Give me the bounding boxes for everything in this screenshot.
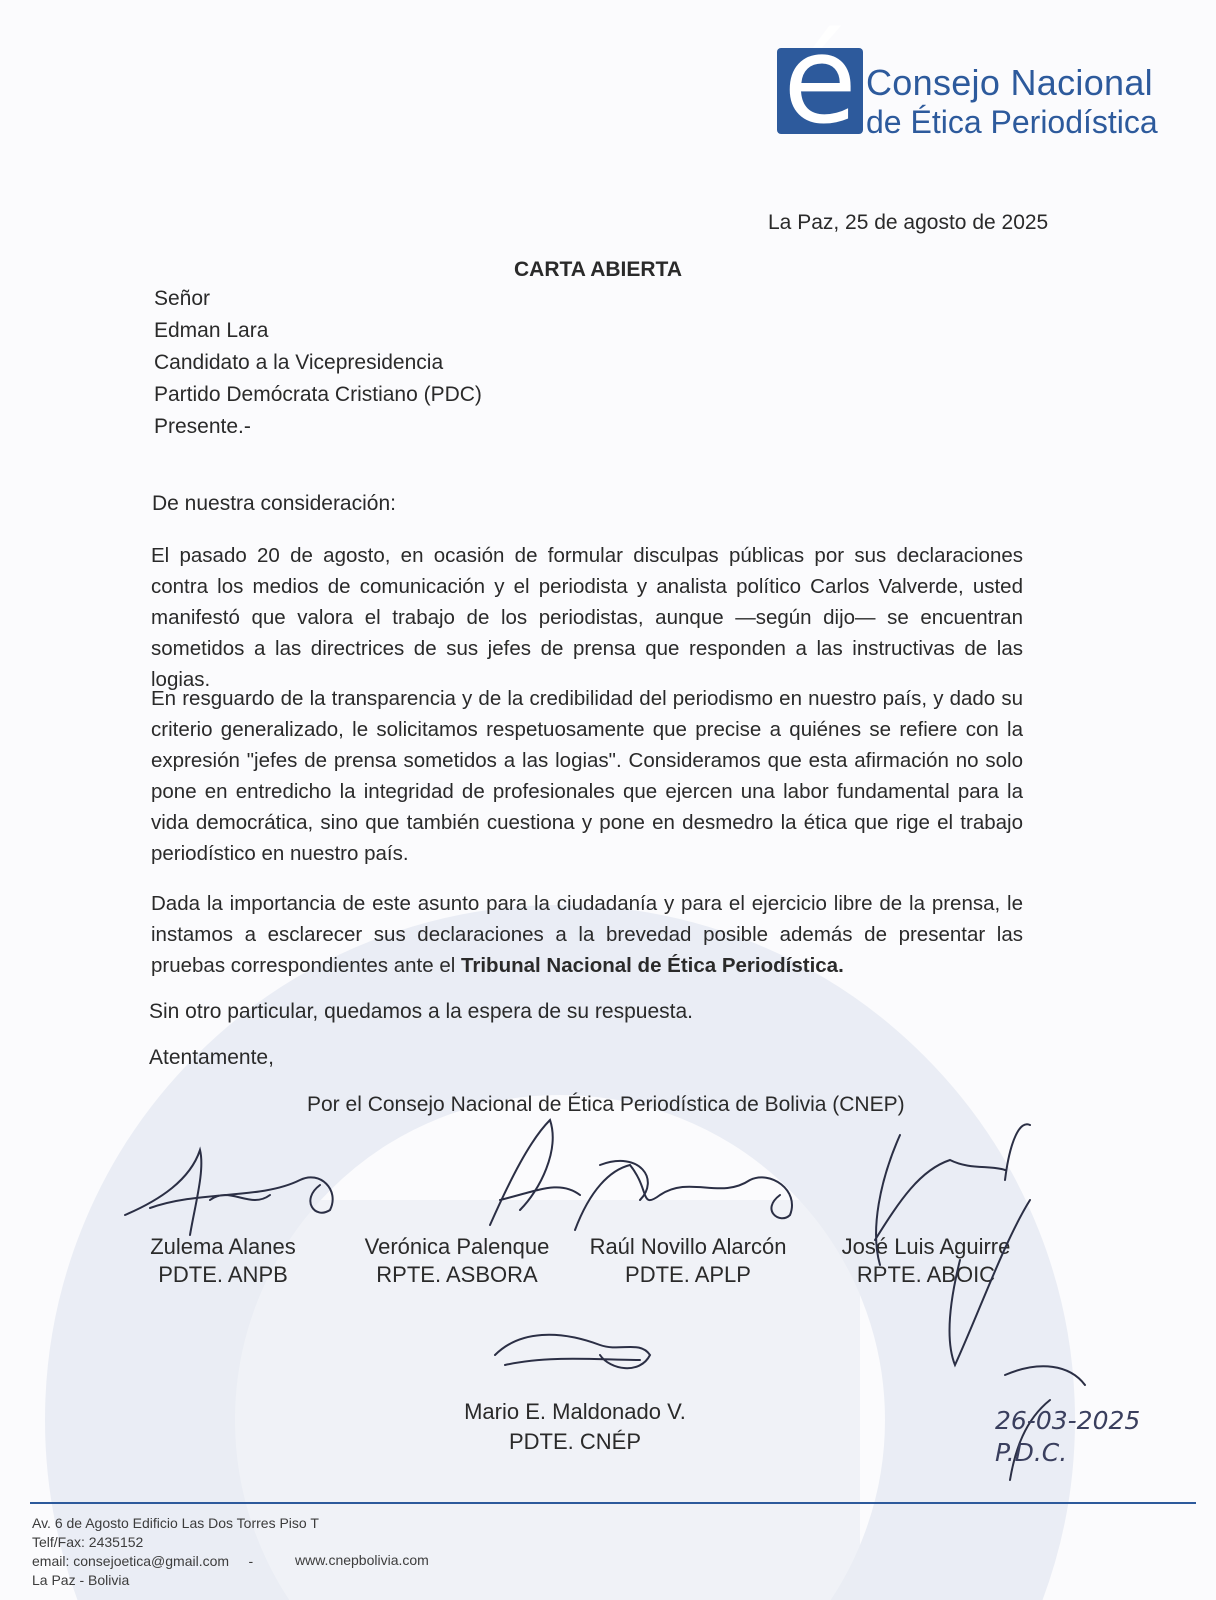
footer-phone: Telf/Fax: 2435152 — [32, 1534, 144, 1550]
logo-letter: é — [783, 12, 857, 151]
signatory-name: Mario E. Maldonado V. — [464, 1399, 686, 1424]
signatory-4 — [826, 1233, 1026, 1289]
council-line: Por el Consejo Nacional de Ética Periodística de Bolivia (CNEP) — [307, 1093, 905, 1116]
signatory-role: RPTE. ABOIC — [856, 1262, 996, 1287]
signatory-2 — [352, 1233, 562, 1289]
footer-city: La Paz - Bolivia — [32, 1572, 130, 1588]
signatory-role: PDTE. CNÉP — [508, 1429, 642, 1454]
signatory-role: RPTE. ASBORA — [376, 1262, 538, 1287]
footer-email[interactable]: email: consejoetica@gmail.com — [32, 1553, 230, 1569]
footer-website[interactable]: www.cnepbolivia.com — [295, 1552, 429, 1568]
letter-title: CARTA ABIERTA — [514, 258, 682, 281]
addressee-line: Edman Lara — [154, 319, 269, 342]
signatory-name: José Luis Aguirre — [841, 1234, 1011, 1259]
signatory-name: Zulema Alanes — [150, 1234, 296, 1259]
closing-line: Sin otro particular, quedamos a la espera de su respuesta. — [149, 1000, 693, 1023]
footer-separator: - — [248, 1553, 254, 1569]
handwritten-date: 26-03-2025 — [995, 1406, 1141, 1435]
paragraph-1: El pasado 20 de agosto, en ocasión de formular disculpas públicas por sus declaraciones contra los medios de comunicación y el periodista y analista político Carlos Valverde, usted manifestó que valora el trabajo de los periodistas, aunque —según dijo— se encuentran sometidos a las directrices de sus jefes de prensa que responden a las instructivas de las logias. — [151, 544, 1023, 691]
letter-date: La Paz, 25 de agosto de 2025 — [768, 211, 1049, 234]
addressee-line: Presente.- — [154, 415, 251, 438]
signatory-1 — [128, 1233, 318, 1289]
footer-email-line — [32, 1552, 319, 1571]
signatory-role: PDTE. APLP — [625, 1262, 751, 1287]
signatory-name: Raúl Novillo Alarcón — [589, 1234, 787, 1259]
tribunal-name: Tribunal Nacional de Ética Periodística. — [460, 954, 844, 977]
logo-title-line2: de Ética Periodística — [866, 104, 1158, 140]
handwritten-initials: P.D.C. — [995, 1438, 1068, 1467]
paragraph-2: En resguardo de la transparencia y de la credibilidad del periodismo en nuestro país, y dado su criterio generalizado, le solicitamos respetuosamente que precise a quiénes se refiere con la expresión "jefes de prensa sometidos a las logias". Consideramos que esta afirmación no solo pone en entredicho la integridad de profesionales que ejercen una labor fundamental para la vida democrática, sino que también cuestiona y pone en desmedro la ética que rige el trabajo periodístico en nuestro país. — [151, 687, 1023, 865]
footer-address: Av. 6 de Agosto Edificio Las Dos Torres Piso T — [32, 1515, 319, 1531]
addressee-line: Candidato a la Vicepresidencia — [154, 351, 444, 374]
signatory-5 — [440, 1397, 710, 1457]
logo-title-line1: Consejo Nacional — [866, 62, 1153, 103]
addressee-line: Partido Demócrata Cristiano (PDC) — [154, 383, 482, 406]
addressee-line: Señor — [154, 287, 211, 310]
signatory-name: Verónica Palenque — [364, 1234, 550, 1259]
paragraph-3-text: Dada la importancia de este asunto para la ciudadanía y para el ejercicio libre de la prensa, le instamos a esclarecer sus declaraciones a la brevedad posible además de presentar las pruebas correspondientes ante el — [151, 892, 1023, 977]
addressee-block — [154, 283, 482, 443]
sign-off: Atentamente, — [149, 1046, 274, 1069]
footer-contact — [32, 1514, 319, 1590]
handwritten-note — [995, 1405, 1140, 1469]
greeting: De nuestra consideración: — [152, 492, 396, 515]
signatory-role: PDTE. ANPB — [158, 1262, 288, 1287]
footer-divider — [30, 1502, 1196, 1504]
paragraph-3 — [151, 888, 1023, 981]
signatory-3 — [578, 1233, 798, 1289]
